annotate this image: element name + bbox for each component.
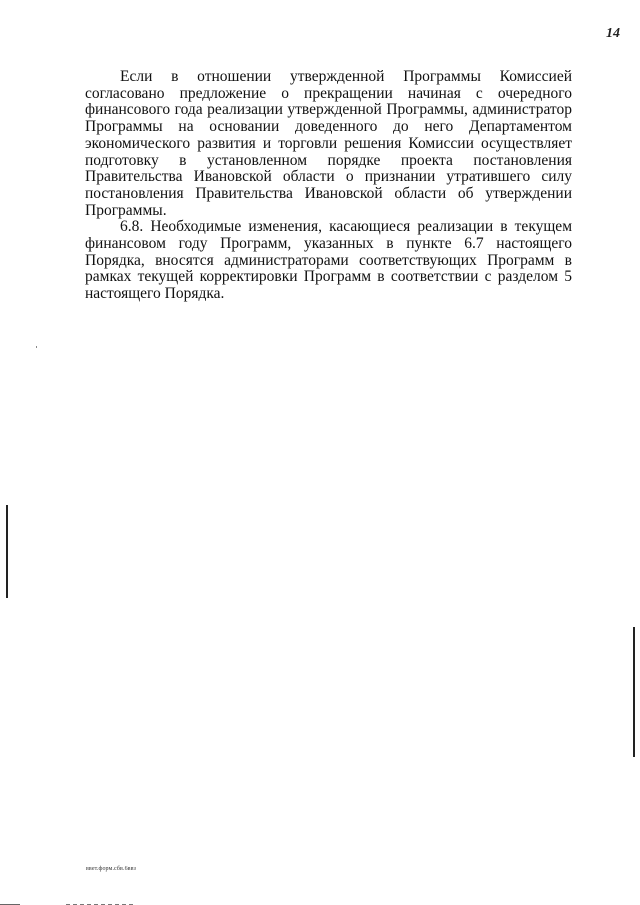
paragraph-program-termination: Если в отношении утвержденной Программы Комиссией согласовано предложение о прекращении начиная с очередного финансового года реализации утвержденной Программы, администратор Программы на основании доведенного до него Департаментом экономического развития и торговли решения Комиссии осуществляет подготовку в установленном порядке проекта постановления Правительства Ивановской области о признании утратившего силу постановления Правительства Ивановской области об утверждении Программы. <box>85 68 572 219</box>
paragraph-6-8: 6.8. Необходимые изменения, касающиеся реализации в текущем финансовом году Программ, указанных в пункте 6.7 настоящего Порядка, вносятся администраторами соответствующих Программ в рамках текущей корректировки Программ в соответствии с разделом 5 настоящего Порядка. <box>85 218 572 303</box>
scan-artifact-right-bar <box>633 627 635 757</box>
scan-artifact-dot <box>36 346 37 348</box>
page-number: 14 <box>606 26 620 41</box>
scan-artifact-left-bar <box>6 505 8 598</box>
footer-file-code: ввет.форм.сбв.6ввз <box>86 866 137 872</box>
document-body <box>85 69 572 303</box>
